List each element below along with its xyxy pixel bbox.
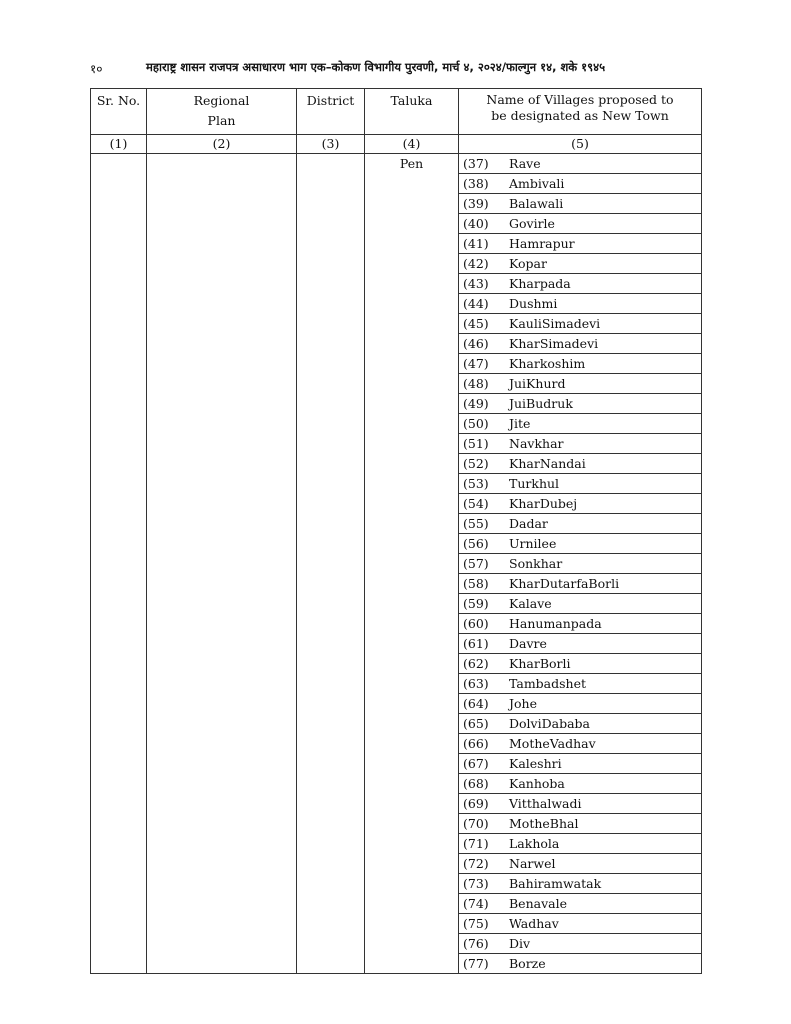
village-cell: [459, 334, 702, 354]
village-cell: [459, 514, 702, 534]
village-name: Govirle: [509, 216, 555, 231]
district-cell: [297, 154, 365, 974]
village-name: Div: [509, 936, 531, 951]
village-number: (52): [463, 456, 489, 471]
village-number: (54): [463, 496, 489, 511]
village-cell: [459, 474, 702, 494]
village-cell: [459, 214, 702, 234]
village-name: MotheBhal: [509, 816, 579, 831]
column-number-row: [91, 135, 702, 154]
running-header: महाराष्ट्र शासन राजपत्र असाधारण भाग एक–कोकण विभागीय पुरवणी, मार्च ४, २०२४/फाल्गुन १४, शके १९४५: [146, 60, 606, 74]
village-cell: [459, 294, 702, 314]
column-header-villages-label: Name of Villages proposed to be designated as New Town: [486, 92, 674, 123]
village-name: KharDubej: [509, 496, 578, 511]
village-name: Kopar: [509, 256, 547, 271]
village-number: (76): [463, 936, 489, 951]
village-name: Ambivali: [509, 176, 565, 191]
village-number: (68): [463, 776, 489, 791]
column-header-district: District: [297, 89, 365, 135]
village-name: KharDutarfaBorli: [509, 576, 620, 591]
village-name: Lakhola: [509, 836, 560, 851]
village-cell: [459, 594, 702, 614]
village-number: (55): [463, 516, 489, 531]
village-number: (59): [463, 596, 489, 611]
village-name: JuiKhurd: [509, 376, 566, 391]
village-cell: [459, 394, 702, 414]
village-name: Hanumanpada: [509, 616, 602, 631]
column-header-sr-no: Sr. No.: [91, 89, 147, 135]
village-number: (71): [463, 836, 489, 851]
village-cell: [459, 454, 702, 474]
village-cell: [459, 314, 702, 334]
village-name: Hamrapur: [509, 236, 575, 251]
village-number: (40): [463, 216, 489, 231]
village-cell: [459, 554, 702, 574]
village-number: (47): [463, 356, 489, 371]
village-name: Vitthalwadi: [509, 796, 582, 811]
village-cell: [459, 654, 702, 674]
village-name: DolviDababa: [509, 716, 590, 731]
village-number: (77): [463, 956, 489, 971]
village-number: (67): [463, 756, 489, 771]
village-number: (48): [463, 376, 489, 391]
village-name: Dadar: [509, 516, 548, 531]
village-name: KauliSimadevi: [509, 316, 601, 331]
village-cell: [459, 894, 702, 914]
village-name: Dushmi: [509, 296, 558, 311]
column-header-villages: [459, 89, 702, 135]
village-number: (49): [463, 396, 489, 411]
village-number: (64): [463, 696, 489, 711]
village-name: Bahiramwatak: [509, 876, 602, 891]
village-cell: [459, 534, 702, 554]
village-cell: [459, 494, 702, 514]
village-name: Sonkhar: [509, 556, 563, 571]
regional-plan-cell: [147, 154, 297, 974]
village-cell: [459, 734, 702, 754]
village-cell: [459, 634, 702, 654]
village-cell: [459, 814, 702, 834]
village-name: Balawali: [509, 196, 564, 211]
village-number: (45): [463, 316, 489, 331]
column-number-3: (3): [297, 135, 365, 154]
village-name: Kharpada: [509, 276, 571, 291]
village-cell: [459, 254, 702, 274]
village-number: (75): [463, 916, 489, 931]
village-name: Davre: [509, 636, 547, 651]
village-cell: [459, 774, 702, 794]
village-name: Tambadshet: [509, 676, 587, 691]
village-cell: [459, 614, 702, 634]
village-name: Rave: [509, 156, 541, 171]
village-name: Navkhar: [509, 436, 564, 451]
village-number: (60): [463, 616, 489, 631]
village-name: Turkhul: [509, 476, 560, 491]
column-header-taluka: Taluka: [365, 89, 459, 135]
village-name: Johe: [509, 696, 537, 711]
village-number: (62): [463, 656, 489, 671]
village-number: (70): [463, 816, 489, 831]
village-cell: [459, 934, 702, 954]
sr-no-cell: [91, 154, 147, 974]
village-number: (72): [463, 856, 489, 871]
village-cell: [459, 854, 702, 874]
village-name: MotheVadhav: [509, 736, 596, 751]
village-name: Borze: [509, 956, 546, 971]
village-number: (74): [463, 896, 489, 911]
village-name: KharNandai: [509, 456, 586, 471]
village-cell: [459, 954, 702, 974]
village-cell: [459, 794, 702, 814]
village-number: (46): [463, 336, 489, 351]
village-name: Urnilee: [509, 536, 557, 551]
village-name: Kharkoshim: [509, 356, 586, 371]
village-cell: [459, 674, 702, 694]
village-number: (44): [463, 296, 489, 311]
village-number: (43): [463, 276, 489, 291]
village-cell: [459, 174, 702, 194]
village-number: (63): [463, 676, 489, 691]
column-number-2: (2): [147, 135, 297, 154]
village-cell: [459, 714, 702, 734]
village-name: Wadhav: [509, 916, 559, 931]
village-cell: [459, 834, 702, 854]
village-number: (65): [463, 716, 489, 731]
village-number: (42): [463, 256, 489, 271]
village-cell: [459, 374, 702, 394]
header-row: [91, 89, 702, 135]
village-number: (51): [463, 436, 489, 451]
village-cell: [459, 874, 702, 894]
village-cell: [459, 234, 702, 254]
village-name: Kanhoba: [509, 776, 565, 791]
village-name: Jite: [509, 416, 531, 431]
village-number: (41): [463, 236, 489, 251]
column-number-5: (5): [459, 135, 702, 154]
village-name: Narwel: [509, 856, 556, 871]
village-number: (61): [463, 636, 489, 651]
village-cell: [459, 354, 702, 374]
village-cell: [459, 194, 702, 214]
village-number: (37): [463, 156, 489, 171]
column-header-regional-plan: [147, 89, 297, 135]
villages-table: [90, 88, 702, 974]
village-name: KharBorli: [509, 656, 571, 671]
village-number: (73): [463, 876, 489, 891]
village-number: (56): [463, 536, 489, 551]
village-name: Kalave: [509, 596, 552, 611]
village-cell: [459, 694, 702, 714]
village-cell: [459, 754, 702, 774]
village-number: (38): [463, 176, 489, 191]
village-cell: [459, 414, 702, 434]
village-number: (57): [463, 556, 489, 571]
page-number: १०: [90, 62, 103, 76]
village-number: (53): [463, 476, 489, 491]
village-name: JuiBudruk: [509, 396, 573, 411]
village-name: Benavale: [509, 896, 567, 911]
village-cell: [459, 274, 702, 294]
village-cell: [459, 574, 702, 594]
taluka-cell: Pen: [365, 154, 459, 974]
village-cell: [459, 434, 702, 454]
column-number-1: (1): [91, 135, 147, 154]
village-body: [91, 154, 702, 974]
village-number: (50): [463, 416, 489, 431]
column-header-regional-plan-label: Regional Plan: [193, 93, 250, 128]
village-number: (39): [463, 196, 489, 211]
village-name: Kaleshri: [509, 756, 562, 771]
column-number-4: (4): [365, 135, 459, 154]
village-cell: [459, 914, 702, 934]
village-row: [91, 154, 702, 174]
village-name: KharSimadevi: [509, 336, 599, 351]
village-number: (66): [463, 736, 489, 751]
village-number: (58): [463, 576, 489, 591]
village-number: (69): [463, 796, 489, 811]
village-cell: [459, 154, 702, 174]
